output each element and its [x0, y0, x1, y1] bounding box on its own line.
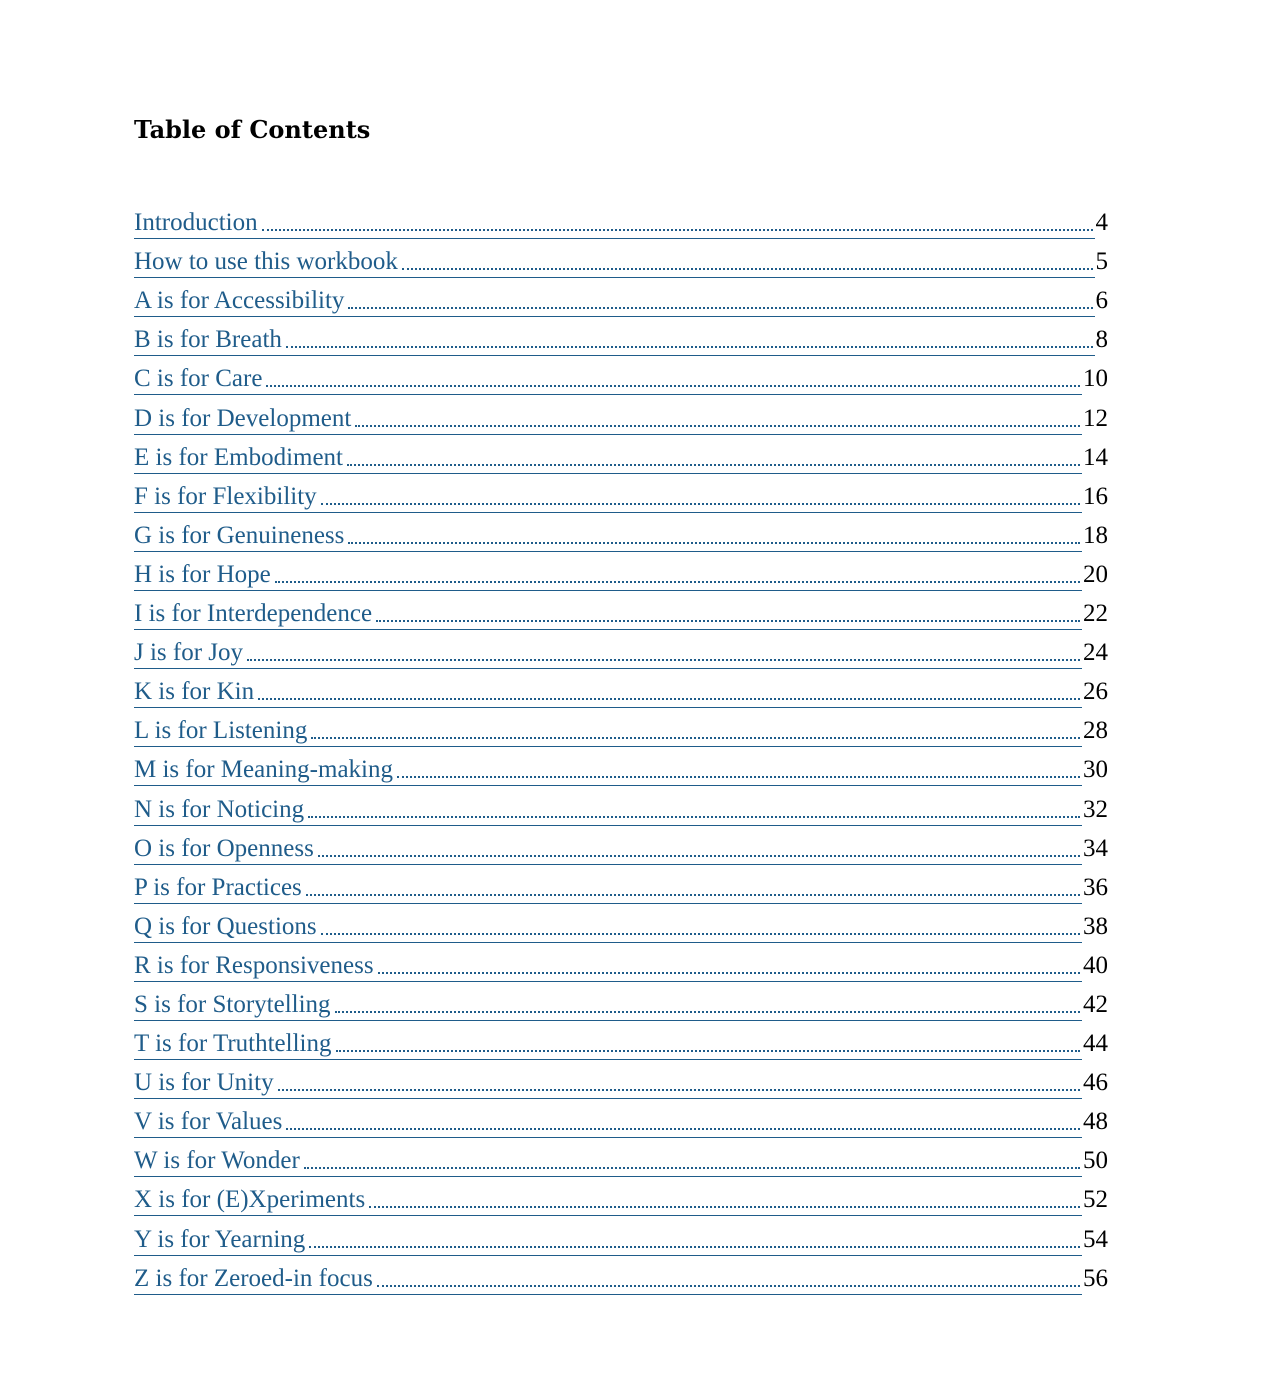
toc-dot-leader	[321, 502, 1080, 505]
toc-entry-page-number: 34	[1083, 834, 1108, 862]
toc-dot-leader	[286, 1127, 1080, 1130]
toc-entry-label[interactable]: J is for Joy	[134, 639, 244, 667]
toc-entry-page-number: 42	[1083, 990, 1108, 1018]
toc-entry-label[interactable]: A is for Accessibility	[134, 287, 345, 315]
toc-entry-label[interactable]: L is for Listening	[134, 717, 308, 745]
toc-entry-link[interactable]	[134, 1226, 1082, 1256]
toc-entry-link[interactable]	[134, 1030, 1082, 1060]
toc-entry-label[interactable]: P is for Practices	[134, 873, 302, 901]
toc-entry[interactable]	[134, 317, 1108, 356]
toc-entry-label[interactable]: M is for Meaning-making	[134, 756, 393, 784]
toc-entry-label[interactable]: Z is for Zeroed-in focus	[134, 1264, 373, 1292]
toc-entry[interactable]	[134, 708, 1108, 747]
toc-entry-label[interactable]: N is for Noticing	[134, 795, 305, 823]
toc-entry-page-number: 18	[1083, 521, 1108, 549]
toc-entry[interactable]	[134, 826, 1108, 865]
toc-dot-leader	[355, 424, 1080, 427]
toc-entry-page-number: 54	[1083, 1225, 1108, 1253]
toc-entry-label[interactable]: T is for Truthtelling	[134, 1030, 332, 1058]
toc-entry[interactable]	[134, 356, 1108, 395]
toc-entry[interactable]	[134, 1216, 1108, 1255]
toc-entry-link[interactable]	[134, 952, 1082, 982]
toc-entry-label[interactable]: How to use this workbook	[134, 248, 398, 276]
toc-entry-link[interactable]	[134, 365, 1082, 395]
toc-dot-leader	[318, 854, 1080, 857]
toc-entry[interactable]	[134, 1021, 1108, 1060]
toc-entry-page-number: 48	[1083, 1108, 1108, 1136]
toc-entry[interactable]	[134, 1177, 1108, 1216]
toc-entry[interactable]	[134, 669, 1108, 708]
toc-entry[interactable]	[134, 513, 1108, 552]
toc-entry[interactable]	[134, 591, 1108, 630]
toc-entry-link[interactable]	[134, 913, 1082, 943]
toc-entry[interactable]	[134, 278, 1108, 317]
toc-dot-leader	[321, 932, 1080, 935]
toc-entry-page-number: 50	[1083, 1147, 1108, 1175]
toc-dot-leader	[376, 619, 1080, 622]
toc-dot-leader	[306, 893, 1080, 896]
toc-entry-link[interactable]	[134, 1186, 1082, 1216]
toc-entry-page-number: 56	[1083, 1264, 1108, 1292]
toc-entry-page-number: 12	[1083, 404, 1108, 432]
toc-entry-label[interactable]: C is for Care	[134, 365, 263, 393]
toc-dot-leader	[336, 1049, 1081, 1052]
toc-dot-leader	[369, 1205, 1080, 1208]
toc-entry[interactable]	[134, 747, 1108, 786]
toc-dot-leader	[402, 267, 1093, 270]
toc-entry-page-number: 4	[1095, 209, 1108, 237]
toc-entry-page-number: 30	[1083, 756, 1108, 784]
toc-dot-leader	[397, 775, 1080, 778]
toc-dot-leader	[247, 658, 1080, 661]
toc-entry-link[interactable]	[134, 405, 1082, 435]
toc-entry-page-number: 22	[1083, 600, 1108, 628]
toc-entry-label[interactable]: O is for Openness	[134, 834, 314, 862]
toc-entry[interactable]	[134, 1060, 1108, 1099]
toc-dot-leader	[347, 463, 1080, 466]
toc-entry-label[interactable]: Q is for Questions	[134, 912, 317, 940]
toc-entry-link[interactable]	[134, 326, 1095, 356]
toc-heading: Table of Contents	[134, 115, 371, 144]
toc-entry[interactable]	[134, 474, 1108, 513]
toc-entry-link[interactable]	[134, 1069, 1082, 1099]
toc-entry-link[interactable]	[134, 835, 1082, 865]
toc-entry[interactable]	[134, 1138, 1108, 1177]
toc-dot-leader	[311, 736, 1080, 739]
toc-dot-leader	[348, 306, 1092, 309]
toc-entry[interactable]	[134, 865, 1108, 904]
toc-entry-link[interactable]	[134, 483, 1082, 513]
toc-entry-link[interactable]	[134, 756, 1082, 786]
toc-dot-leader	[309, 1245, 1080, 1248]
toc-entry-link[interactable]	[134, 1265, 1082, 1295]
toc-entry[interactable]	[134, 1256, 1108, 1295]
toc-entry-page-number: 44	[1083, 1030, 1108, 1058]
toc-dot-leader	[308, 815, 1080, 818]
toc-entry-page-number: 38	[1083, 912, 1108, 940]
toc-entry-label[interactable]: Y is for Yearning	[134, 1225, 306, 1253]
toc-dot-leader	[348, 541, 1080, 544]
toc-entry-link[interactable]	[134, 444, 1082, 474]
toc-entry-label[interactable]: D is for Development	[134, 404, 352, 432]
toc-entry-label[interactable]: S is for Storytelling	[134, 990, 331, 1018]
toc-entry[interactable]	[134, 943, 1108, 982]
toc-entry-label[interactable]: U is for Unity	[134, 1069, 274, 1097]
toc-entry-link[interactable]	[134, 991, 1082, 1021]
toc-dot-leader	[275, 580, 1080, 583]
toc-entry-page-number: 40	[1083, 951, 1108, 979]
toc-dot-leader	[266, 384, 1080, 387]
toc-dot-leader	[378, 971, 1080, 974]
toc-entry-page-number: 5	[1095, 248, 1108, 276]
toc-entry-page-number: 36	[1083, 873, 1108, 901]
toc-entry-page-number: 24	[1083, 639, 1108, 667]
toc-entry[interactable]	[134, 200, 1108, 239]
toc-entry[interactable]	[134, 904, 1108, 943]
toc-entry-link[interactable]	[134, 561, 1082, 591]
toc-entry[interactable]	[134, 395, 1108, 434]
toc-entry-page-number: 6	[1095, 287, 1108, 315]
toc-entry-label[interactable]: G is for Genuineness	[134, 521, 345, 549]
toc-entry-page-number: 8	[1095, 326, 1108, 354]
toc-entry-page-number: 10	[1083, 365, 1108, 393]
toc-entry-label[interactable]: V is for Values	[134, 1108, 283, 1136]
toc-entry-link[interactable]	[134, 796, 1082, 826]
toc-list	[134, 200, 1108, 1295]
toc-dot-leader	[377, 1284, 1080, 1287]
toc-entry[interactable]	[134, 630, 1108, 669]
toc-entry-label[interactable]: E is for Embodiment	[134, 443, 343, 471]
toc-entry-label[interactable]: K is for Kin	[134, 678, 255, 706]
toc-dot-leader	[258, 697, 1080, 700]
toc-dot-leader	[278, 1088, 1080, 1091]
toc-entry-page-number: 52	[1083, 1186, 1108, 1214]
toc-entry-label[interactable]: F is for Flexibility	[134, 482, 317, 510]
toc-entry-label[interactable]: H is for Hope	[134, 560, 271, 588]
toc-entry[interactable]	[134, 552, 1108, 591]
toc-entry-page-number: 32	[1083, 795, 1108, 823]
toc-entry-label[interactable]: W is for Wonder	[134, 1147, 300, 1175]
toc-entry-link[interactable]	[134, 717, 1082, 747]
toc-entry-link[interactable]	[134, 522, 1082, 552]
toc-entry-label[interactable]: I is for Interdependence	[134, 600, 373, 628]
toc-entry[interactable]	[134, 982, 1108, 1021]
toc-dot-leader	[335, 1010, 1080, 1013]
toc-entry-link[interactable]	[134, 678, 1082, 708]
toc-entry-link[interactable]	[134, 639, 1082, 669]
toc-entry-link[interactable]	[134, 248, 1095, 278]
toc-entry-link[interactable]	[134, 1108, 1082, 1138]
toc-entry-label[interactable]: Introduction	[134, 209, 258, 237]
toc-entry-page-number: 14	[1083, 443, 1108, 471]
toc-entry-page-number: 26	[1083, 678, 1108, 706]
toc-entry[interactable]	[134, 786, 1108, 825]
toc-entry-link[interactable]	[134, 600, 1082, 630]
toc-entry-link[interactable]	[134, 1147, 1082, 1177]
toc-entry-link[interactable]	[134, 287, 1095, 317]
toc-entry-link[interactable]	[134, 209, 1095, 239]
toc-entry[interactable]	[134, 239, 1108, 278]
toc-entry-label[interactable]: B is for Breath	[134, 326, 282, 354]
toc-entry[interactable]	[134, 435, 1108, 474]
toc-entry-link[interactable]	[134, 874, 1082, 904]
toc-dot-leader	[286, 345, 1093, 348]
toc-entry-page-number: 20	[1083, 560, 1108, 588]
toc-entry-page-number: 46	[1083, 1069, 1108, 1097]
toc-entry-label[interactable]: R is for Responsiveness	[134, 951, 374, 979]
toc-dot-leader	[262, 228, 1093, 231]
toc-entry[interactable]	[134, 1099, 1108, 1138]
toc-dot-leader	[304, 1166, 1080, 1169]
toc-entry-page-number: 28	[1083, 717, 1108, 745]
toc-entry-page-number: 16	[1083, 482, 1108, 510]
toc-entry-label[interactable]: X is for (E)Xperiments	[134, 1186, 366, 1214]
